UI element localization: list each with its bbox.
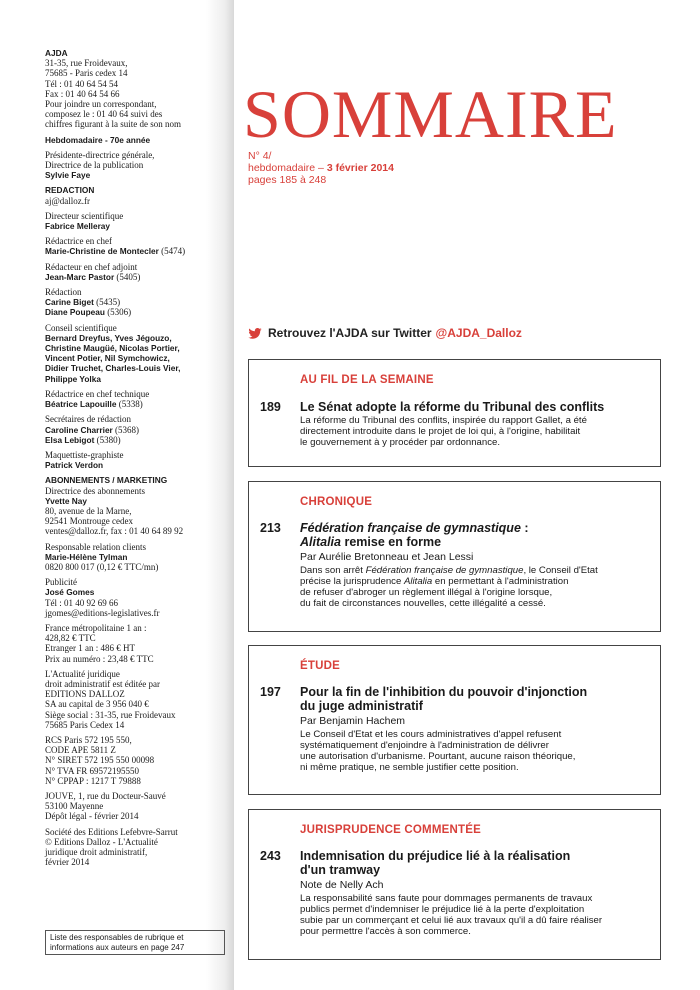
article-page-number[interactable]: 213 (260, 521, 281, 535)
registry-line: N° CPPAP : 1217 T 79888 (45, 775, 141, 786)
council-block (45, 323, 227, 384)
summary-text: en permettant à l'administration (432, 576, 569, 587)
director-block (45, 211, 227, 231)
masthead-sidebar (0, 0, 234, 990)
registry-line: N° TVA FR 69572195550 (45, 765, 140, 776)
chief-editor-role: Rédactrice en chef (45, 236, 112, 247)
article-summary-line: La responsabilité sans faute pour dommages permanents de travaux (300, 893, 593, 904)
summary-italic: Fédération française de gymnastique (365, 565, 524, 576)
publisher-tel: Tél : 01 40 64 54 54 (45, 78, 118, 89)
frequency-block (45, 135, 227, 145)
subscriptions-name: Yvette Nay (45, 495, 87, 506)
issue-date: 3 février 2014 (326, 162, 394, 174)
copyright-line: © Editions Dalloz - L'Actualité (45, 836, 158, 847)
chief-editor-name: Marie-Christine de Montecler (45, 246, 159, 257)
price-line: 428,82 € TTC (45, 633, 96, 644)
technical-editor-ext: (5338) (118, 399, 143, 410)
issue-separator: – (315, 162, 327, 174)
section-etude (248, 645, 661, 795)
registry-line: RCS Paris 572 195 550, (45, 734, 132, 745)
registry-line: N° SIRET 572 195 550 00098 (45, 755, 155, 766)
issue-number: N° 4/ (248, 150, 272, 162)
issue-pages: pages 185 à 248 (248, 174, 327, 186)
printer-line: Dépôt légal - février 2014 (45, 811, 139, 822)
issue-frequency: hebdomadaire (248, 162, 316, 174)
council-line: Christine Maugüé, Nicolas Portier, (45, 343, 180, 354)
copyright-line: février 2014 (45, 857, 90, 868)
layout-artist-name: Patrick Verdon (45, 460, 104, 471)
article-entry[interactable] (300, 685, 650, 773)
redaction-heading: REDACTION (45, 185, 95, 196)
president-name: Sylvie Faye (45, 170, 91, 181)
article-entry[interactable] (300, 521, 650, 609)
advertising-role: Publicité (45, 577, 77, 588)
editorial-member-ext: (5435) (96, 297, 121, 308)
page-title: SOMMAIRE (243, 76, 618, 152)
article-summary-line: du fait de circonstances nouvelles, cette illégalité a cessé. (300, 598, 546, 609)
subscriptions-contact: ventes@dalloz.fr, fax : 01 40 64 89 92 (45, 526, 184, 537)
deputy-editor-role: Rédacteur en chef adjoint (45, 261, 138, 272)
president-block (45, 150, 227, 181)
article-title-line[interactable]: Indemnisation du préjudice lié à la réalisation (300, 849, 571, 863)
publisher-fax: Fax : 01 40 64 54 66 (45, 88, 120, 99)
summary-text: , le Conseil d'Etat (523, 565, 598, 576)
copyright-line: Société des Editions Lefebvre-Sarrut (45, 826, 178, 837)
advertising-name: José Gomes (45, 587, 95, 598)
subscriptions-heading: ABONNEMENTS / MARKETING (45, 475, 168, 486)
article-title-line[interactable] (300, 521, 650, 535)
article-summary-line: subie par un commerçant et celui lié aux travaux qu'il a dû faire réaliser (300, 915, 603, 926)
registry-block (45, 735, 227, 786)
article-summary-line: Le Conseil d'Etat et les cours administratives d'appel refusent (300, 729, 562, 740)
article-page-number[interactable]: 197 (260, 685, 281, 699)
copyright-block (45, 827, 227, 868)
editorial-role: Rédaction (45, 287, 82, 298)
president-role-1: Présidente-directrice générale, (45, 149, 155, 160)
section-heading: AU FIL DE LA SEMAINE (300, 374, 434, 386)
publisher-address-1: 31-35, rue Froidevaux, (45, 58, 128, 69)
chief-editor-block (45, 236, 227, 256)
edition-line: droit administratif est éditée par (45, 678, 160, 689)
edition-line: L'Actualité juridique (45, 668, 120, 679)
chief-editor-ext: (5474) (161, 246, 186, 257)
publisher-note-2: composez le : 01 40 64 suivi des (45, 109, 163, 120)
price-line: France métropolitaine 1 an : (45, 622, 147, 633)
redaction-block (45, 185, 227, 205)
article-page-number[interactable]: 243 (260, 849, 281, 863)
technical-editor-name: Béatrice Lapouille (45, 399, 117, 410)
secretary-ext: (5368) (115, 424, 140, 435)
article-title-rest: remise en forme (341, 535, 442, 549)
publisher-name: AJDA (45, 48, 68, 58)
council-line: Vincent Potier, Nil Symchowicz, (45, 353, 170, 364)
article-title-line[interactable]: d'un tramway (300, 863, 381, 877)
technical-editor-block (45, 389, 227, 409)
twitter-promo (248, 326, 522, 340)
section-jurisprudence-commentee (248, 809, 661, 960)
article-author: Par Aurélie Bretonneau et Jean Lessi (300, 551, 474, 563)
summary-italic: Alitalia (404, 576, 433, 587)
twitter-handle-link[interactable]: @AJDA_Dalloz (435, 326, 522, 340)
registry-line: CODE APE 5811 Z (45, 745, 116, 756)
publisher-address-2: 75685 - Paris cedex 14 (45, 68, 128, 79)
deputy-editor-block (45, 262, 227, 282)
article-author: Par Benjamin Hachem (300, 715, 406, 727)
client-relations-phone: 0820 800 017 (0,12 € TTC/mn) (45, 561, 159, 572)
council-line: Didier Truchet, Charles-Louis Vier, (45, 363, 181, 374)
director-name: Fabrice Melleray (45, 221, 111, 232)
summary-text: Dans son arrêt (300, 565, 366, 576)
twitter-bird-icon (248, 328, 262, 339)
client-relations-block (45, 542, 227, 573)
edition-line: Siège social : 31-35, rue Froidevaux (45, 709, 176, 720)
edition-line: SA au capital de 3 956 040 € (45, 699, 149, 710)
printer-block (45, 791, 227, 822)
subscriptions-role: Directrice des abonnements (45, 485, 145, 496)
article-title-italic: Fédération française de gymnastique (300, 521, 521, 535)
article-summary-line: de refuser d'abroger un règlement illégal à l'origine lorsque, (300, 587, 553, 598)
article-summary-line: publics permet d'indemniser le préjudice lié à la perte d'exploitation (300, 904, 585, 915)
issue-info (248, 150, 394, 186)
article-summary-line: une autorisation d'urbanisme. Pourtant, aucune raison théorique, (300, 751, 576, 762)
copyright-line: juridique droit administratif, (45, 847, 148, 858)
secretaries-role: Secrétaires de rédaction (45, 414, 131, 425)
council-line: Philippe Yolka (45, 373, 101, 384)
layout-artist-block (45, 450, 227, 470)
section-heading: CHRONIQUE (300, 496, 373, 508)
article-title-line[interactable]: Pour la fin de l'inhibition du pouvoir d'injonction (300, 685, 588, 699)
article-summary-line (300, 576, 650, 587)
prices-block (45, 623, 227, 664)
article-title-line[interactable] (300, 535, 650, 549)
article-title-line[interactable]: du juge administratif (300, 699, 423, 713)
council-line: Bernard Dreyfus, Yves Jégouzo, (45, 332, 172, 343)
editorial-block (45, 287, 227, 318)
section-heading: JURISPRUDENCE COMMENTÉE (300, 824, 481, 836)
president-role-2: Directrice de la publication (45, 160, 144, 171)
advertising-block (45, 577, 227, 618)
article-page-number[interactable]: 189 (260, 400, 281, 414)
deputy-editor-name: Jean-Marc Pastor (45, 271, 115, 282)
article-title-italic: Alitalia (300, 535, 341, 549)
masthead-content (45, 48, 227, 872)
edition-block (45, 669, 227, 730)
edition-line: EDITIONS DALLOZ (45, 689, 125, 700)
publisher-block (45, 48, 227, 130)
article-summary-line (300, 565, 650, 576)
layout-artist-role: Maquettiste-graphiste (45, 449, 124, 460)
subscriptions-address-1: 80, avenue de la Marne, (45, 505, 132, 516)
authors-info-note (45, 930, 225, 955)
twitter-text: Retrouvez l'AJDA sur Twitter (268, 326, 432, 340)
subscriptions-block (45, 475, 227, 536)
printer-line: JOUVE, 1, rue du Docteur-Sauvé (45, 791, 166, 801)
article-summary-line: La réforme du Tribunal des conflits, inspirée du rapport Gallet, a été (300, 415, 587, 426)
article-summary-line: le gouvernement à y procéder par ordonnance. (300, 437, 500, 448)
secretaries-block (45, 414, 227, 445)
note-line: Liste des responsables de rubrique et (50, 933, 184, 942)
editorial-member-name: Diane Poupeau (45, 307, 105, 318)
article-entry[interactable] (300, 849, 650, 937)
director-role: Directeur scientifique (45, 210, 124, 221)
article-summary-line: ni même pratique, ne semble justifier cette position. (300, 762, 519, 773)
client-relations-name: Marie-Hélène Tylman (45, 551, 128, 562)
advertising-tel: Tél : 01 40 92 69 66 (45, 597, 118, 608)
price-line: Etranger 1 an : 486 € HT (45, 643, 135, 654)
technical-editor-role: Rédactrice en chef technique (45, 388, 150, 399)
article-title[interactable]: Le Sénat adopte la réforme du Tribunal des conflits (300, 400, 605, 414)
note-line: informations aux auteurs en page 247 (50, 942, 185, 952)
article-summary-line: directement introduite dans le projet de loi qui, à l'origine, habilitait (300, 426, 581, 437)
secretary-name: Caroline Charrier (45, 424, 113, 435)
advertising-email: jgomes@editions-legislatives.fr (45, 607, 160, 618)
client-relations-role: Responsable relation clients (45, 541, 146, 552)
frequency-text: Hebdomadaire - 70e année (45, 134, 151, 145)
article-author: Note de Nelly Ach (300, 879, 384, 891)
council-role: Conseil scientifique (45, 322, 117, 333)
price-line: Prix au numéro : 23,48 € TTC (45, 653, 154, 664)
publisher-note-3: chiffres figurant à la suite de son nom (45, 119, 182, 130)
subscriptions-address-2: 92541 Montrouge cedex (45, 516, 133, 527)
redaction-email: aj@dalloz.fr (45, 195, 91, 206)
article-entry[interactable] (300, 400, 650, 448)
secretary-ext: (5380) (96, 434, 121, 445)
section-chronique (248, 481, 661, 632)
publisher-note-1: Pour joindre un correspondant, (45, 99, 157, 110)
article-summary-line: systématiquement d'enjoindre à l'administration de délivrer (300, 740, 549, 751)
edition-line: 75685 Paris Cedex 14 (45, 719, 125, 730)
article-title-colon: : (520, 521, 529, 535)
summary-text: précise la jurisprudence (300, 576, 404, 587)
printer-line: 53100 Mayenne (45, 801, 104, 812)
section-heading: ÉTUDE (300, 660, 340, 672)
editorial-member-name: Carine Biget (45, 297, 94, 308)
editorial-member-ext: (5306) (107, 307, 132, 318)
deputy-editor-ext: (5405) (116, 271, 141, 282)
article-summary-line: pour permettre l'accès à son commerce. (300, 926, 471, 937)
section-au-fil-de-la-semaine (248, 359, 661, 467)
secretary-name: Elsa Lebigot (45, 434, 95, 445)
